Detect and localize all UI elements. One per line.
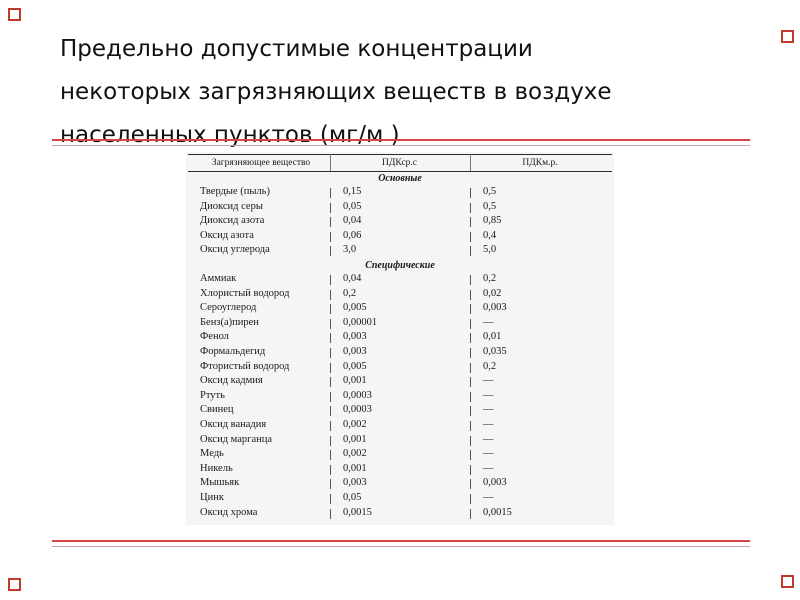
table-row: [186, 507, 614, 521]
table-row: [186, 346, 614, 360]
column-separator: [330, 203, 331, 213]
column-separator: [470, 290, 471, 300]
top-divider-thin: [52, 145, 750, 146]
column-separator: [330, 246, 331, 256]
substance-cell: Никель: [200, 462, 233, 474]
pdk-max-cell: 0,035: [483, 346, 507, 357]
column-separator: [330, 348, 331, 358]
column-separator: [470, 450, 471, 460]
column-separator: [470, 421, 471, 431]
table-row: [186, 302, 614, 316]
pdk-max-cell: —: [483, 448, 494, 460]
column-separator: [470, 377, 471, 387]
table-row: [186, 375, 614, 389]
column-separator: [470, 465, 471, 475]
column-separator: [330, 217, 331, 227]
pdk-avg-cell: 0,005: [343, 302, 367, 314]
table-row: [186, 492, 614, 506]
pdk-max-cell: —: [483, 316, 494, 328]
pdk-avg-cell: 0,05: [343, 492, 362, 503]
bottom-divider: [52, 540, 750, 542]
table-header-row: [186, 158, 614, 171]
table-row: [186, 434, 614, 448]
bottom-divider-thin: [52, 546, 750, 547]
column-separator: [470, 348, 471, 358]
pdk-avg-cell: 0,001: [343, 462, 367, 474]
substance-cell: Бенз(а)пирен: [200, 316, 259, 328]
pdk-max-cell: —: [483, 419, 494, 430]
header-substance: Загрязняющее вещество: [211, 158, 311, 168]
column-separator: [470, 217, 471, 227]
pdk-max-cell: 5,0: [483, 244, 497, 256]
substance-cell: Оксид ванадия: [200, 419, 267, 430]
column-separator: [330, 377, 331, 387]
column-separator: [330, 465, 331, 475]
substance-cell: Цинк: [200, 492, 224, 503]
table-row: [186, 477, 614, 491]
pdk-avg-cell: 0,001: [343, 433, 367, 445]
column-separator: [330, 333, 331, 343]
pdk-max-cell: 0,4: [483, 229, 497, 241]
substance-cell: Диоксид серы: [200, 200, 263, 212]
column-separator: [330, 436, 331, 446]
table-row: [186, 288, 614, 302]
pdk-max-cell: —: [483, 433, 494, 445]
pdk-avg-cell: 0,15: [343, 186, 362, 197]
pdk-avg-cell: 0,0015: [343, 506, 372, 518]
substance-cell: Оксид углерода: [200, 244, 270, 256]
substance-cell: Оксид азота: [200, 229, 254, 241]
pdk-max-cell: 0,02: [483, 287, 502, 299]
column-separator: [470, 203, 471, 213]
pdk-max-cell: 0,5: [483, 186, 497, 197]
column-separator: [330, 421, 331, 431]
column-separator: [330, 363, 331, 373]
table-row: [186, 331, 614, 345]
substance-cell: Твердые (пыль): [200, 186, 270, 197]
substance-cell: Медь: [200, 448, 224, 460]
column-separator: [330, 304, 331, 314]
substance-cell: Ртуть: [200, 389, 225, 401]
table-row: [186, 463, 614, 477]
substance-cell: Оксид хрома: [200, 506, 258, 518]
pdk-avg-cell: 0,002: [343, 448, 367, 460]
substance-cell: Формальдегид: [200, 346, 266, 357]
table-top-rule: [188, 154, 612, 155]
slide-title: [60, 28, 760, 157]
header-separator: [470, 154, 471, 171]
pdk-avg-cell: 0,001: [343, 375, 367, 387]
substance-cell: Диоксид азота: [200, 215, 265, 227]
pdk-avg-cell: 0,003: [343, 331, 367, 343]
pdk-avg-cell: 0,005: [343, 360, 367, 372]
corner-square-icon: [781, 575, 794, 588]
column-separator: [470, 392, 471, 402]
pdk-max-cell: 0,5: [483, 200, 497, 212]
substance-cell: Оксид марганца: [200, 433, 273, 445]
column-separator: [330, 188, 331, 198]
column-separator: [470, 232, 471, 242]
substance-cell: Мышьяк: [200, 477, 240, 489]
table-row: [186, 361, 614, 375]
header-separator: [330, 154, 331, 171]
column-separator: [470, 246, 471, 256]
column-separator: [330, 494, 331, 504]
pdk-avg-cell: 0,0003: [343, 389, 372, 401]
pdk-avg-cell: 0,04: [343, 273, 362, 284]
section-title: Основные: [378, 173, 422, 184]
column-separator: [330, 406, 331, 416]
pdk-max-cell: —: [483, 492, 494, 503]
substance-cell: Оксид кадмия: [200, 375, 263, 387]
corner-square-icon: [781, 30, 794, 43]
column-separator: [330, 509, 331, 519]
column-separator: [330, 392, 331, 402]
pdk-max-cell: 0,003: [483, 477, 507, 489]
pdk-max-cell: —: [483, 462, 494, 474]
header-pdk-max-single: ПДКм.р.: [522, 158, 558, 168]
pdk-max-cell: —: [483, 404, 494, 416]
pdk-avg-cell: 0,05: [343, 200, 362, 212]
table-row: [186, 244, 614, 258]
substance-cell: Сероуглерод: [200, 302, 257, 314]
corner-square-icon: [8, 8, 21, 21]
pdk-max-cell: 0,2: [483, 273, 497, 284]
column-separator: [470, 479, 471, 489]
top-divider: [52, 139, 750, 141]
table-row: [186, 448, 614, 462]
title-line-1: Предельно допустимые концентрации: [60, 36, 533, 62]
column-separator: [470, 509, 471, 519]
column-separator: [330, 450, 331, 460]
pdk-table: [186, 152, 614, 525]
pdk-avg-cell: 0,0003: [343, 404, 372, 416]
column-separator: [470, 333, 471, 343]
pdk-max-cell: 0,85: [483, 215, 502, 227]
table-row: [186, 230, 614, 244]
column-separator: [330, 275, 331, 285]
column-separator: [470, 363, 471, 373]
table-row: [186, 390, 614, 404]
column-separator: [330, 290, 331, 300]
title-line-3: населенных пунктов (мг/м ): [60, 122, 400, 148]
pdk-avg-cell: 0,00001: [343, 316, 378, 328]
table-row: [186, 273, 614, 287]
substance-cell: Фенол: [200, 331, 229, 343]
column-separator: [470, 406, 471, 416]
column-separator: [470, 275, 471, 285]
header-pdk-avg-daily: ПДКср.с: [382, 158, 417, 168]
pdk-max-cell: 0,0015: [483, 506, 512, 518]
pdk-max-cell: 0,003: [483, 302, 507, 314]
pdk-avg-cell: 0,002: [343, 419, 367, 430]
substance-cell: Хлористый водород: [200, 287, 290, 299]
pdk-max-cell: 0,2: [483, 360, 497, 372]
column-separator: [470, 494, 471, 504]
pdk-avg-cell: 0,003: [343, 477, 367, 489]
pdk-max-cell: —: [483, 375, 494, 387]
table-row: [186, 201, 614, 215]
pdk-max-cell: —: [483, 389, 494, 401]
pdk-avg-cell: 0,2: [343, 287, 357, 299]
title-line-2: некоторых загрязняющих веществ в воздухе: [60, 79, 612, 105]
pdk-avg-cell: 0,003: [343, 346, 367, 357]
substance-cell: Аммиак: [200, 273, 237, 284]
pdk-avg-cell: 0,06: [343, 229, 362, 241]
header-bottom-rule: [188, 171, 612, 172]
table-row: [186, 186, 614, 200]
pdk-avg-cell: 0,04: [343, 215, 362, 227]
table-row: [186, 419, 614, 433]
substance-cell: Фтористый водород: [200, 360, 290, 372]
table-row: [186, 404, 614, 418]
pdk-avg-cell: 3,0: [343, 244, 357, 256]
section-title: Специфические: [365, 260, 435, 271]
column-separator: [470, 188, 471, 198]
column-separator: [330, 232, 331, 242]
column-separator: [330, 479, 331, 489]
column-separator: [330, 319, 331, 329]
column-separator: [470, 436, 471, 446]
column-separator: [470, 319, 471, 329]
corner-square-icon: [8, 578, 21, 591]
substance-cell: Свинец: [200, 404, 234, 416]
column-separator: [470, 304, 471, 314]
table-row: [186, 317, 614, 331]
pdk-max-cell: 0,01: [483, 331, 502, 343]
table-row: [186, 215, 614, 229]
